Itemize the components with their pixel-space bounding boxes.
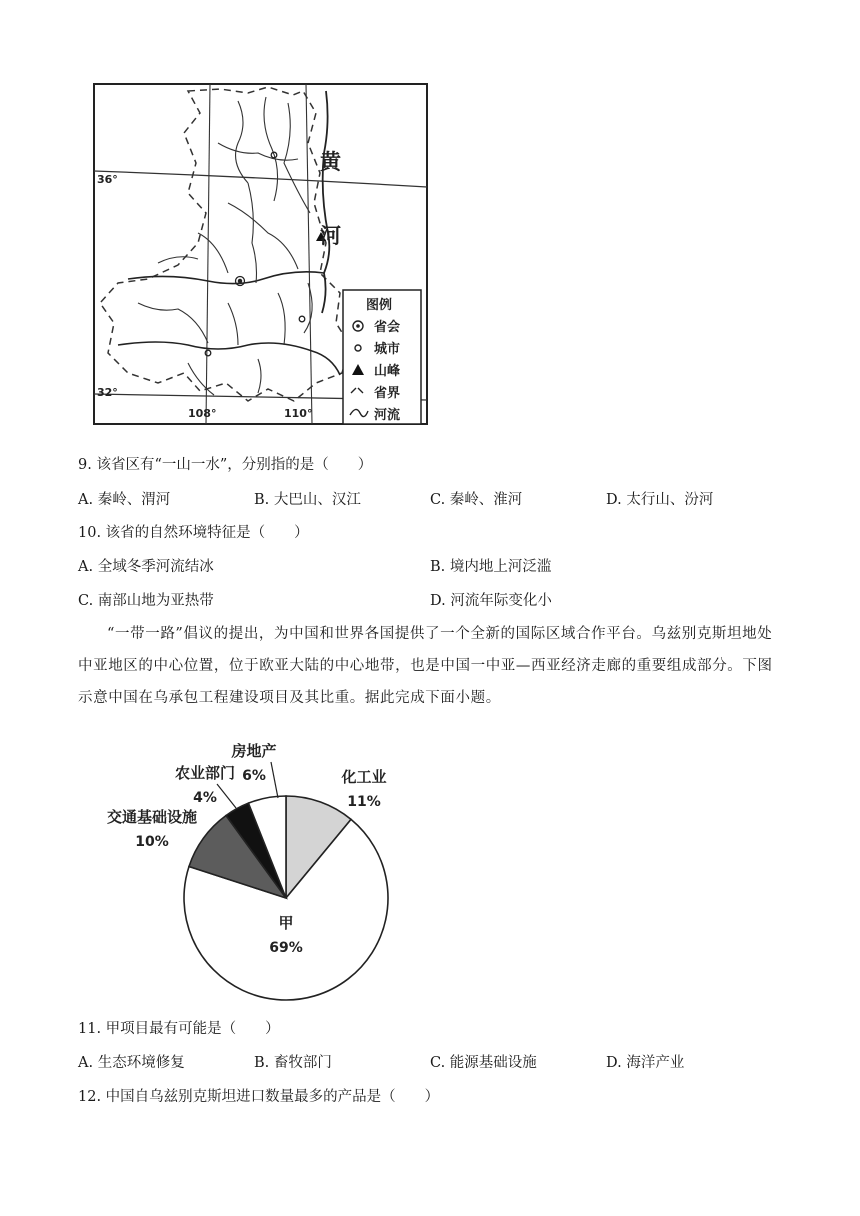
intro-paragraph: “一带一路”倡议的提出，为中国和世界各国提供了一个全新的国际区域合作平台。乌兹别克斯坦地处中亚地区的中心位置，位于欧亚大陆的中心地带，也是中国一中亚—西亚经济走廊的重要组成部分。下图示意中国在乌承包工程建设项目及其比重。据此完成下面小题。: [78, 626, 773, 706]
question-9-option-b[interactable]: B. 大巴山、汉江: [254, 492, 361, 508]
question-10-option-c[interactable]: C. 南部山地为亚热带: [78, 593, 214, 609]
longitude-108-label: 108°: [188, 407, 217, 420]
pie-chart: [76, 738, 406, 1004]
pie-category-label-2: 甲: [278, 914, 294, 932]
legend-peak: 山峰: [374, 364, 401, 379]
question-9-option-d[interactable]: D. 太行山、汾河: [606, 492, 714, 508]
question-10-stem: 10. 该省的自然环境特征是（ ）: [78, 525, 309, 541]
pie-percent-label-3: 10%: [135, 834, 169, 850]
pie-percent-label-2: 69%: [269, 940, 303, 956]
question-11-option-b[interactable]: B. 畜牧部门: [254, 1055, 332, 1071]
longitude-110-label: 110°: [284, 407, 313, 420]
latitude-36-label: 36°: [97, 173, 118, 186]
pie-leader-line: [217, 784, 236, 808]
question-9-option-a[interactable]: A. 秦岭、渭河: [78, 492, 171, 508]
map-legend: [343, 290, 421, 424]
question-9-option-c[interactable]: C. 秦岭、淮河: [430, 492, 523, 508]
pie-category-label-3: 交通基础设施: [106, 808, 198, 826]
question-11-option-c[interactable]: C. 能源基础设施: [430, 1055, 537, 1071]
legend-border: 省界: [374, 386, 401, 401]
province-map: [88, 83, 430, 429]
question-10-option-d[interactable]: D. 河流年际变化小: [430, 593, 552, 609]
legend-capital: 省会: [374, 320, 401, 335]
legend-river: 河流: [374, 408, 401, 423]
yellow-river-label-2: 河: [320, 224, 341, 248]
question-12-stem: 12. 中国自乌兹别克斯坦进口数量最多的产品是（ ）: [78, 1089, 440, 1105]
yellow-river-label-1: 黄: [320, 150, 341, 174]
pie-category-label-5: 房地产: [231, 742, 277, 760]
question-10-option-b[interactable]: B. 境内地上河泛滥: [430, 559, 552, 575]
legend-city: 城市: [374, 342, 401, 357]
pie-percent-label-1: 11%: [347, 794, 381, 810]
question-10-option-a[interactable]: A. 全域冬季河流结冰: [78, 559, 214, 575]
question-11-option-d[interactable]: D. 海洋产业: [606, 1055, 685, 1071]
pie-percent-label-5: 6%: [242, 768, 266, 784]
pie-percent-label-4: 4%: [193, 790, 217, 806]
pie-category-label-4: 农业部门: [174, 764, 236, 782]
question-11-option-a[interactable]: A. 生态环境修复: [78, 1055, 185, 1071]
question-9-stem: 9. 该省区有“一山一水”，分别指的是（ ）: [78, 457, 373, 473]
legend-title: 图例: [366, 298, 393, 313]
question-11-stem: 11. 甲项目最有可能是（ ）: [78, 1021, 280, 1037]
pie-leader-line: [271, 762, 278, 798]
pie-category-label-1: 化工业: [341, 768, 387, 786]
latitude-32-label: 32°: [97, 386, 118, 399]
